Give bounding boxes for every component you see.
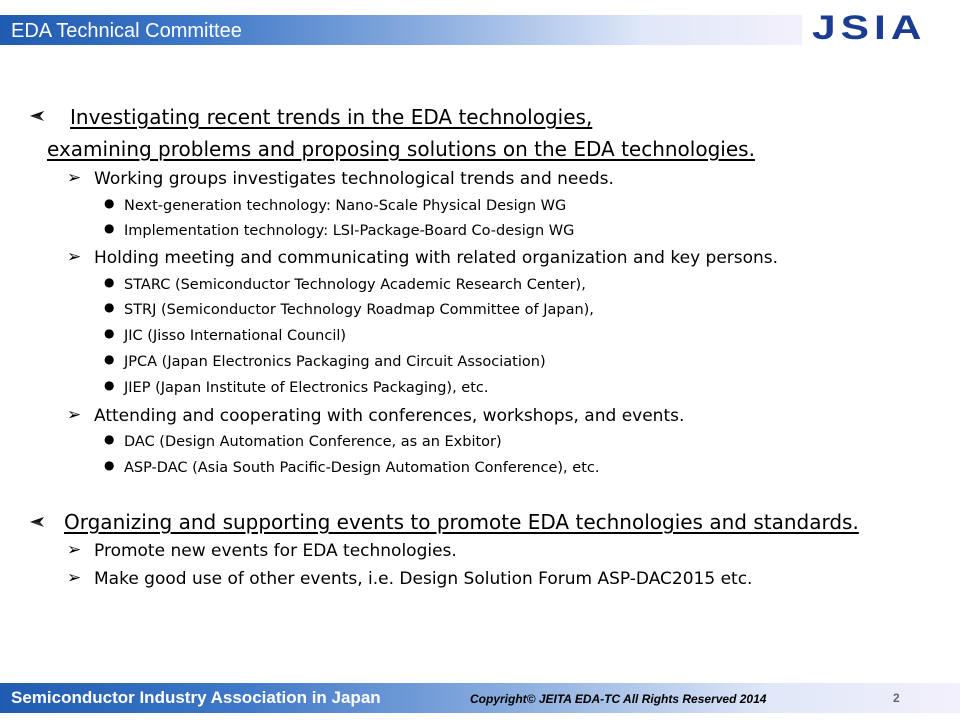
page-number: 2 <box>893 691 900 705</box>
dot-bullet-icon: ● <box>104 300 115 314</box>
list-item: JIC (Jisso International Council) <box>124 328 347 344</box>
section2-item: Promote new events for EDA technologies. <box>94 541 457 561</box>
arrow-bullet-icon: ➢ <box>67 168 82 188</box>
arrow-bullet-icon: ➢ <box>67 247 82 267</box>
list-item: Next-generation technology: Nano-Scale Physical Design WG <box>124 198 567 214</box>
section2-heading: Organizing and supporting events to promote EDA technologies and standards. <box>64 510 859 534</box>
dot-bullet-icon: ● <box>104 196 115 210</box>
list-item: JIEP (Japan Institute of Electronics Packaging), etc. <box>124 380 489 396</box>
header-title: EDA Technical Committee <box>11 20 242 42</box>
section1-heading-line1: Investigating recent trends in the EDA technologies, <box>70 105 593 129</box>
footer-organization: Semiconductor Industry Association in Japan <box>11 688 381 707</box>
list-item: DAC (Design Automation Conference, as an Exbitor) <box>124 434 502 450</box>
dot-bullet-icon: ● <box>104 378 115 392</box>
dot-bullet-icon: ● <box>104 458 115 472</box>
list-item: STRJ (Semiconductor Technology Roadmap Committee of Japan), <box>124 302 594 318</box>
dot-bullet-icon: ● <box>104 352 115 366</box>
group-2-text: Holding meeting and communicating with related organization and key persons. <box>94 248 779 268</box>
dot-bullet-icon: ● <box>104 221 115 235</box>
arrow-bullet-icon: ➢ <box>67 405 82 425</box>
list-item: STARC (Semiconductor Technology Academic Research Center), <box>124 277 586 293</box>
list-item: ASP-DAC (Asia South Pacific-Design Automation Conference), etc. <box>124 460 600 476</box>
section1-heading-line2: examining problems and proposing solutions on the EDA technologies. <box>47 137 755 161</box>
diamond-bullet-icon <box>28 514 46 530</box>
group-3-text: Attending and cooperating with conferences, workshops, and events. <box>94 406 685 426</box>
list-item: Implementation technology: LSI-Package-Board Co-design WG <box>124 223 575 239</box>
copyright-notice: Copyright© JEITA EDA-TC All Rights Reserved 2014 <box>470 692 767 706</box>
diamond-bullet-icon <box>28 108 46 124</box>
section2-item: Make good use of other events, i.e. Design Solution Forum ASP-DAC2015 etc. <box>94 569 753 589</box>
dot-bullet-icon: ● <box>104 432 115 446</box>
dot-bullet-icon: ● <box>104 326 115 340</box>
dot-bullet-icon: ● <box>104 275 115 289</box>
arrow-bullet-icon: ➢ <box>67 568 82 588</box>
arrow-bullet-icon: ➢ <box>67 540 82 560</box>
group-1-text: Working groups investigates technological trends and needs. <box>94 169 614 189</box>
list-item: JPCA (Japan Electronics Packaging and Circuit Association) <box>124 354 546 370</box>
jsia-logo: JSIA <box>812 9 927 47</box>
